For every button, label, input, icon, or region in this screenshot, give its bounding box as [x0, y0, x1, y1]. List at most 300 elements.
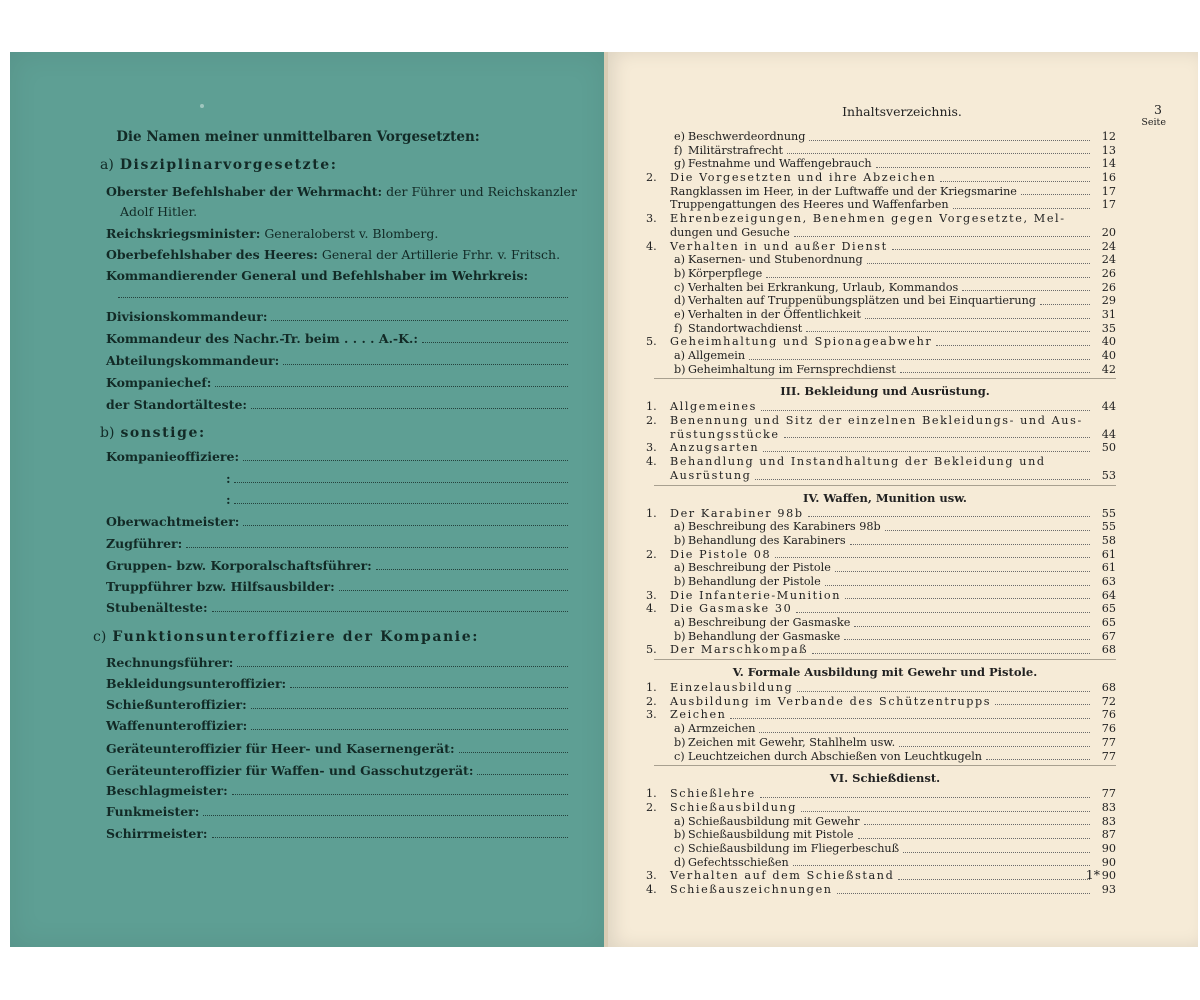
toc-entry-page: 55 [1101, 520, 1116, 534]
toc-leader-dots [867, 253, 1090, 264]
toc-entry-page: 14 [1101, 157, 1116, 171]
toc-leader-dots [797, 681, 1090, 692]
toc-entry-title: Die Pistole 08 [670, 547, 772, 561]
toc-entry-title: Verhalten in und außer Dienst [670, 239, 888, 253]
toc-entry [654, 253, 1116, 267]
field-kompanieoffiziere-3[interactable]: : [226, 489, 568, 507]
toc-entry-number: 2. [646, 800, 657, 814]
toc-entry-page: 40 [1101, 349, 1116, 362]
toc-entry [654, 144, 1116, 158]
toc-leader-dots [1050, 455, 1090, 466]
toc-entry-page: 77 [1101, 749, 1116, 763]
toc-entry [646, 694, 1116, 709]
toc-entry-number: c) [674, 841, 685, 855]
section-c-label: c) [93, 629, 107, 645]
toc-entry [654, 198, 1116, 212]
toc-entry-title: Einzelausbildung [670, 681, 794, 695]
toc-entry-title: Benennung und Sitz der einzelnen Bekleidungs- und Aus- [670, 414, 1083, 428]
toc-entry [654, 534, 1116, 548]
toc-entry-page: 72 [1101, 694, 1116, 708]
toc-entry-page: 58 [1101, 533, 1116, 547]
toc-part-4 [646, 506, 1116, 658]
toc-entry [654, 469, 1116, 483]
toc-entry-title: Festnahme und Waffengebrauch [688, 157, 872, 171]
field-zugfuehrer[interactable]: Zugführer: [106, 533, 568, 551]
toc-entry-page: 24 [1101, 253, 1116, 267]
toc-entry-number: b) [674, 533, 686, 547]
toc-entry-number: 2. [646, 694, 657, 708]
toc-entry-number: a) [674, 561, 686, 575]
toc-part-2 [646, 130, 1116, 376]
toc-entry [646, 588, 1116, 603]
toc-leader-dots [775, 548, 1090, 559]
toc-entry-page: 77 [1101, 787, 1116, 801]
toc-entry-title: Kasernen- und Stubenordnung [688, 253, 863, 267]
toc-entry-title: Allgemein [688, 349, 746, 362]
toc-entry [654, 349, 1116, 363]
toc-entry-title: Die Gasmaske 30 [670, 602, 793, 616]
toc-entry-page: 13 [1101, 143, 1116, 157]
toc-entry [654, 736, 1116, 750]
toc-entry-title: Behandlung der Pistole [688, 574, 821, 588]
toc-entry-number: a) [674, 722, 686, 736]
oberbefehlshaber-value: General der Artillerie Frhr. v. Fritsch. [321, 247, 561, 262]
toc-entry-page [1094, 212, 1116, 226]
toc-entry-number: a) [674, 814, 686, 828]
toc-leader-dots [1070, 212, 1090, 223]
toc-entry-page [1094, 414, 1116, 428]
toc-leader-dots [903, 842, 1090, 853]
toc-entry [646, 547, 1116, 562]
toc-entry-title: Allgemeines [670, 400, 757, 414]
toc-leader-dots [812, 643, 1090, 654]
field-oberwachtmeister[interactable]: Oberwachtmeister: [106, 511, 568, 529]
toc-entry [654, 267, 1116, 281]
toc-entry-title: Militärstrafrecht [688, 143, 784, 157]
toc-entry [646, 239, 1116, 254]
section-c-heading [93, 629, 479, 645]
toc-entry-title: Schießlehre [670, 787, 756, 801]
toc-entry-title: Beschreibung des Karabiners 98b [688, 520, 881, 534]
toc-leader-dots [761, 400, 1090, 411]
toc-entry-number: b) [674, 828, 686, 842]
toc-leader-dots [787, 144, 1090, 155]
toc-entry-number: 2. [646, 547, 657, 561]
toc-entry-page: 44 [1101, 400, 1116, 414]
toc-entry [646, 455, 1116, 469]
toc-entry-number: d) [674, 855, 686, 869]
field-divisionskommandeur[interactable]: Divisionskommandeur: [106, 306, 568, 324]
toc-entry-number: 4. [646, 239, 657, 253]
page-number: 3 [1154, 102, 1162, 117]
toc-entry-number: a) [674, 616, 686, 629]
toc-entry [646, 400, 1116, 414]
toc-entry [654, 828, 1116, 842]
oberster-label: Oberster Befehlshaber der Wehrmacht: [106, 184, 383, 199]
toc-entry-title: rüstungsstücke [670, 427, 780, 441]
toc-entry-page: 65 [1101, 602, 1116, 616]
toc-entry-title: Beschreibung der Gasmaske [688, 616, 851, 629]
toc-entry [654, 226, 1116, 240]
toc-entry [654, 575, 1116, 589]
field-waffenunteroffizier[interactable]: Waffenunteroffizier: [106, 715, 568, 733]
toc-leader-dots [806, 322, 1090, 333]
field-kompanieoffiziere-2[interactable]: : [226, 468, 568, 486]
toc-entry-page: 50 [1101, 441, 1116, 455]
kommandierender-line [106, 268, 528, 283]
toc-entry-page: 76 [1101, 708, 1116, 722]
toc-leader-dots [892, 240, 1090, 251]
toc-entry [654, 520, 1116, 534]
toc-entry-number: e) [674, 130, 685, 143]
toc-entry-title: Die Infanterie-Munition [670, 588, 842, 602]
toc-entry-title: Ausbildung im Verbande des Schützentrupps [670, 694, 992, 708]
toc-entry [646, 506, 1116, 521]
toc-leader-dots [784, 428, 1090, 439]
toc-entry-number: 2. [646, 171, 657, 185]
toc-entry [654, 722, 1116, 736]
toc-entry-title: Truppengattungen des Heeres und Waffenfarben [670, 198, 949, 212]
toc-entry-page: 20 [1101, 225, 1116, 239]
toc-entry-number: 1. [646, 400, 657, 414]
toc-entry-title: Geheimhaltung und Spionageabwehr [670, 335, 933, 349]
toc-entry-page: 87 [1101, 828, 1116, 842]
toc-entry-title: Ehrenbezeigungen, Benehmen gegen Vorgesetzte, Mel- [670, 212, 1066, 226]
toc-heading-5: V. Formale Ausbildung mit Gewehr und Pistole. [732, 665, 1038, 680]
toc-entry [646, 414, 1116, 428]
toc-entry-title: Schießausbildung im Fliegerbeschuß [688, 841, 900, 855]
toc-entry-page: 65 [1101, 616, 1116, 629]
toc-leader-dots [962, 281, 1090, 292]
toc-entry-number: 4. [646, 455, 657, 469]
field-kompanieoffiziere[interactable]: Kompanieoffiziere: [106, 446, 568, 464]
toc-entry-page: 83 [1101, 800, 1116, 814]
toc-entry-title: Standortwachdienst [688, 321, 803, 335]
toc-entry [654, 750, 1116, 764]
toc-heading-4: IV. Waffen, Munition usw. [803, 490, 967, 505]
toc-leader-dots [760, 787, 1090, 798]
toc-entry [654, 130, 1116, 144]
toc-leader-dots [801, 801, 1090, 812]
toc-entry-page: 61 [1101, 547, 1116, 561]
toc-entry [646, 681, 1116, 695]
toc-entry-number: g) [674, 157, 686, 171]
kommandierender-blank-line[interactable] [118, 297, 568, 298]
toc-entry-number: 3. [646, 708, 657, 722]
seite-label: Seite [1141, 117, 1166, 128]
field-gruppenfuehrer[interactable]: Gruppen- bzw. Korporalschaftsführer: [106, 555, 568, 573]
field-schiessunteroffizier[interactable]: Schießunteroffizier: [106, 694, 568, 712]
toc-entry-title: Ausrüstung [670, 468, 752, 482]
signature-mark: 1* [1085, 867, 1100, 882]
toc-entry-page: 63 [1101, 574, 1116, 588]
toc-entry [654, 294, 1116, 308]
toc-entry-title: Schießausbildung mit Pistole [688, 828, 854, 842]
toc-entry-page: 61 [1101, 561, 1116, 575]
toc-entry-title: Verhalten auf Truppenübungsplätzen und bei Einquartierung [688, 294, 1036, 308]
toc-entry-number: b) [674, 735, 686, 749]
toc-entry-page: 26 [1101, 280, 1116, 294]
toc-entry-page: 68 [1101, 643, 1116, 657]
toc-entry [646, 643, 1116, 657]
toc-entry-number: b) [674, 266, 686, 280]
toc-heading-6: VI. Schießdienst. [829, 771, 941, 786]
oberster-value-2: Adolf Hitler. [120, 204, 198, 219]
toc-entry-number: 5. [646, 643, 657, 657]
toc-entry-number: c) [674, 280, 685, 294]
toc-leader-dots [837, 883, 1090, 894]
toc-leader-dots [865, 308, 1090, 319]
toc-entry-page: 90 [1101, 869, 1116, 883]
toc-entry-number: b) [674, 629, 686, 643]
toc-entry-page: 26 [1101, 266, 1116, 280]
toc-entry-title: Die Vorgesetzten und ihre Abzeichen [670, 171, 937, 185]
toc-entry-title: Der Karabiner 98b [670, 506, 804, 520]
field-schirrmeister[interactable]: Schirrmeister: [106, 823, 568, 841]
toc-entry-title: Zeichen mit Gewehr, Stahlhelm usw. [688, 735, 896, 749]
toc-leader-dots [850, 534, 1090, 545]
toc-entry-page: 76 [1101, 722, 1116, 736]
toc-entry [654, 322, 1116, 336]
toc-leader-dots [900, 363, 1090, 374]
toc-entry [654, 157, 1116, 171]
toc-entry [646, 335, 1116, 349]
toc-part-6 [646, 787, 1116, 897]
toc-entry-title: Schießausbildung [670, 800, 798, 814]
field-stubenaelteste[interactable]: Stubenälteste: [106, 597, 568, 615]
oberster-line [106, 184, 577, 199]
toc-entry-number: e) [674, 307, 685, 321]
toc-entry-page: 31 [1101, 307, 1116, 321]
toc-leader-dots [854, 616, 1090, 627]
toc-leader-dots [986, 750, 1090, 761]
toc-leader-dots [749, 349, 1090, 360]
toc-entry-number: a) [674, 349, 686, 362]
toc-leader-dots [755, 469, 1090, 480]
toc-entry-page: 90 [1101, 855, 1116, 869]
toc-entry [646, 212, 1116, 226]
toc-leader-dots [995, 695, 1090, 706]
field-truppfuehrer[interactable]: Truppführer bzw. Hilfsausbilder: [106, 576, 568, 594]
toc-entry-page [1094, 455, 1116, 469]
toc-leader-dots [825, 575, 1090, 586]
toc-entry-page: 24 [1101, 239, 1116, 253]
toc-entry [654, 281, 1116, 295]
toc-part-3 [646, 400, 1116, 482]
toc-entry-page: 77 [1101, 735, 1116, 749]
toc-entry [646, 883, 1116, 897]
toc-entry [654, 308, 1116, 322]
toc-leader-dots [809, 130, 1090, 141]
toc-entry-title: Verhalten in der Öffentlichkeit [688, 307, 861, 321]
toc-entry [646, 800, 1116, 815]
section-b-title: sonstige: [120, 425, 206, 441]
toc-entry [646, 441, 1116, 455]
toc-entry-page: 16 [1101, 171, 1116, 185]
toc-entry [646, 708, 1116, 722]
toc-entry-title: Leuchtzeichen durch Abschießen von Leuchtkugeln [688, 749, 983, 763]
toc-entry-page: 53 [1101, 468, 1116, 482]
section-c-title: Funktionsunteroffiziere der Kompanie: [112, 629, 479, 645]
toc-entry-page: 67 [1101, 629, 1116, 643]
toc-entry-page: 83 [1101, 814, 1116, 828]
toc-leader-dots [936, 335, 1090, 346]
toc-leader-dots [730, 708, 1090, 719]
kriegsminister-label: Reichskriegsminister: [106, 226, 261, 241]
toc-entry-page: 35 [1101, 321, 1116, 335]
section-a-title: Disziplinarvorgesetzte: [119, 157, 338, 173]
toc-leader-dots [953, 198, 1090, 209]
toc-entry-number: 4. [646, 883, 657, 896]
toc-entry-title: dungen und Gesuche [670, 225, 790, 239]
toc-entry-title: Behandlung des Karabiners [688, 533, 846, 547]
toc-entry [654, 842, 1116, 856]
toc-entry-number: b) [674, 362, 686, 376]
toc-entry-number: 3. [646, 212, 657, 226]
toc-entry-title: Schießauszeichnungen [670, 883, 833, 896]
toc-leader-dots [763, 441, 1090, 452]
field-geraeteunteroffizier-waffen[interactable]: Geräteunteroffizier für Waffen- und Gasschutzgerät: [106, 760, 568, 778]
toc-leader-dots [940, 171, 1090, 182]
toc-leader-dots [899, 736, 1090, 747]
section-b-heading [100, 425, 206, 441]
toc-entry-page: 40 [1101, 335, 1116, 349]
toc-entry-number: f) [674, 143, 683, 157]
kriegsminister-value: Generaloberst v. Blomberg. [264, 226, 439, 241]
toc-entry-number: d) [674, 294, 686, 308]
toc-entry-title: Beschwerdeordnung [688, 130, 806, 143]
toc-entry [654, 630, 1116, 644]
toc-heading-3: III. Bekleidung und Ausrüstung. [780, 384, 990, 399]
toc-leader-dots [1021, 185, 1090, 196]
toc-entry-number: f) [674, 321, 683, 335]
toc-leader-dots [845, 589, 1090, 600]
toc-entry-number: 3. [646, 441, 657, 455]
toc-entry-title: Zeichen [670, 708, 727, 722]
kriegsminister-line [106, 226, 438, 241]
toc-header: Inhaltsverzeichnis. [842, 104, 962, 119]
toc-entry-page: 68 [1101, 681, 1116, 695]
section-b-label: b) [100, 425, 115, 441]
divider [654, 659, 1116, 660]
toc-entry-title: Rangklassen im Heer, in der Luftwaffe und der Kriegsmarine [670, 184, 1017, 198]
toc-entry-number: 2. [646, 414, 657, 428]
toc-entry-page: 90 [1101, 841, 1116, 855]
toc-entry-number: 1. [646, 506, 657, 520]
toc-entry-title: Der Marschkompaß [670, 643, 809, 657]
toc-entry-title: Behandlung der Gasmaske [688, 629, 841, 643]
field-bekleidungsunteroffizier[interactable]: Bekleidungsunteroffizier: [106, 673, 568, 691]
toc-entry-number: 1. [646, 681, 657, 695]
toc-entry-number: c) [674, 749, 685, 763]
toc-entry-title: Verhalten auf dem Schießstand [670, 869, 895, 883]
field-standortaelteste[interactable]: der Standortälteste: [106, 394, 568, 412]
divider [654, 485, 1116, 486]
field-kompaniechef[interactable]: Kompaniechef: [106, 372, 568, 390]
toc-entry-title: Beschreibung der Pistole [688, 561, 831, 575]
toc-entry-page: 93 [1101, 883, 1116, 896]
divider [654, 378, 1116, 379]
toc-leader-dots [858, 828, 1090, 839]
kommandierender-label: Kommandierender General und Befehlshaber im Wehrkreis: [106, 268, 529, 283]
field-kommandeur-nachr[interactable]: Kommandeur des Nachr.-Tr. beim . . . . A.-K.: [106, 328, 568, 346]
toc-leader-dots [766, 267, 1090, 278]
toc-leader-dots [793, 856, 1090, 867]
toc-entry-title: Schießausbildung mit Gewehr [688, 814, 860, 828]
oberster-value: der Führer und Reichskanzler [386, 184, 577, 199]
pinhole-mark [200, 104, 204, 108]
toc-entry-number: 3. [646, 588, 657, 602]
field-beschlagmeister[interactable]: Beschlagmeister: [106, 780, 568, 798]
toc-leader-dots [864, 815, 1090, 826]
toc-entry [654, 815, 1116, 829]
toc-entry [654, 561, 1116, 575]
toc-entry [646, 602, 1116, 616]
toc-entry [654, 616, 1116, 630]
toc-entry [654, 428, 1116, 442]
field-funkmeister[interactable]: Funkmeister: [106, 801, 568, 819]
toc-entry-number: 3. [646, 869, 657, 883]
toc-entry [646, 171, 1116, 185]
divider [654, 765, 1116, 766]
toc-leader-dots [885, 520, 1090, 531]
toc-entry-number: 1. [646, 787, 657, 801]
toc-entry-number: 4. [646, 602, 657, 616]
field-abteilungskommandeur[interactable]: Abteilungskommandeur: [106, 350, 568, 368]
toc-entry-page: 44 [1101, 427, 1116, 441]
toc-entry-title: Armzeichen [688, 722, 756, 736]
toc-part-5 [646, 681, 1116, 763]
toc-entry-number: 5. [646, 335, 657, 349]
toc-leader-dots [794, 226, 1090, 237]
toc-entry-title: Behandlung und Instandhaltung der Bekleidung und [670, 455, 1046, 469]
toc-leader-dots [898, 869, 1090, 880]
field-rechnungsfuehrer[interactable]: Rechnungsführer: [106, 652, 568, 670]
toc-leader-dots [876, 157, 1090, 168]
toc-entry [654, 185, 1116, 199]
toc-entry-page: 17 [1101, 184, 1116, 198]
toc-entry-title: Geheimhaltung im Fernsprechdienst [688, 362, 896, 376]
book-gutter [604, 52, 608, 947]
toc-entry-page: 64 [1101, 588, 1116, 602]
toc-entry-title: Verhalten bei Erkrankung, Urlaub, Kommandos [688, 280, 959, 294]
toc-leader-dots [796, 602, 1090, 613]
toc-entry-page: 29 [1101, 294, 1116, 308]
toc-leader-dots [808, 507, 1090, 518]
oberbefehlshaber-label: Oberbefehlshaber des Heeres: [106, 247, 318, 262]
toc-entry-title: Anzugsarten [670, 441, 760, 455]
toc-entry-number: a) [674, 520, 686, 534]
toc-entry-title: Gefechtsschießen [688, 855, 789, 869]
field-geraeteunteroffizier-heer[interactable]: Geräteunteroffizier für Heer- und Kasernengerät: [106, 738, 568, 756]
table-of-contents [646, 130, 1116, 897]
toc-entry-page: 42 [1101, 362, 1116, 376]
toc-leader-dots [1087, 414, 1090, 425]
toc-entry-number: b) [674, 574, 686, 588]
toc-entry-title: Körperpflege [688, 266, 763, 280]
toc-entry-page: 12 [1101, 130, 1116, 143]
section-a-label: a) [100, 157, 114, 173]
toc-entry-page: 55 [1101, 506, 1116, 520]
toc-entry-number: a) [674, 253, 686, 267]
toc-entry [654, 856, 1116, 870]
toc-leader-dots [759, 722, 1090, 733]
toc-entry [646, 869, 1116, 883]
section-a-heading [100, 157, 338, 173]
toc-leader-dots [835, 561, 1090, 572]
toc-leader-dots [844, 630, 1090, 641]
toc-entry [646, 787, 1116, 801]
